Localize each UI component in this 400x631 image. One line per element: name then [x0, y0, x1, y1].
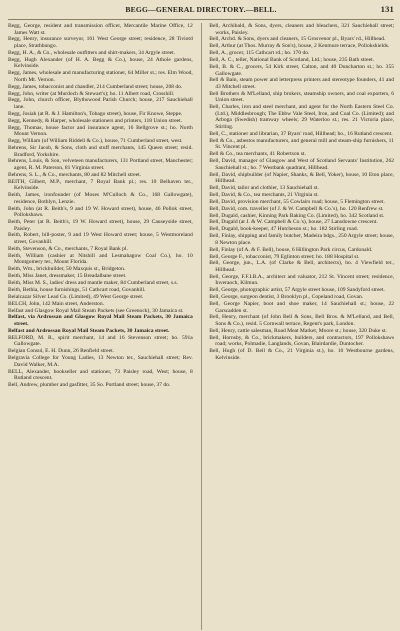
- directory-entry: Beith, Robert, bill-poster, 9 and 19 West Howard street; house, 5 Westmoreland street, Govanhill.: [8, 232, 193, 246]
- directory-entry: Bell, George Napier, boot and shoe maker, 14 Sauchiehall st.; house, 22 Garscadden st.: [209, 301, 394, 314]
- directory-entry: Beith, Miss M. S., ladies' dress and mantle maker, 84 Cumberland street, s.s.: [8, 280, 178, 287]
- directory-entry: Bell, Archibald, & Sons, dyers, cleaners and bleachers, 321 Sauchiehall street; works, Paisley.: [209, 23, 394, 36]
- directory-entry: Bell & Bain, steam power and letterpress printers and stereotype founders, 41 and 43 Mitchell street.: [209, 77, 394, 90]
- directory-entry: Bell, Archd. & Sons, dyers and cleaners, 15 Grosvenor pl., Byars' rd., Hillhead.: [209, 36, 386, 43]
- directory-entry: Begg, James, tobacconist and chandler, 214 Cumberland street; house, 208 do.: [8, 83, 183, 90]
- directory-entry: Beith, John (at R. Beith's, 9 and 19 W. Howard street), house, 46 Pollok street, Pollokshaws.: [8, 205, 193, 219]
- directory-entry: Bell, George, F.F.I.B.A., architect and valuator, 212 St. Vincent street; residence, Inveraoch, Kilmun.: [209, 273, 394, 287]
- directory-entry: Beith, Bethia, house furnishings, 51 Cathcart road, Govanhill.: [8, 286, 146, 293]
- directory-entry: Bell, Arthur (at Thos. Murray & Son's), house, 2 Kenmure terrace, Pollokshields.: [209, 43, 390, 50]
- directory-entry: Behrens, Louis, & Son, velveteen manufacturers, 131 Portland street, Manchester; agent, R. M. Paterson, 81 Virginia street.: [8, 158, 193, 171]
- directory-entry: BEITH, Gilbert, M.P., merchant, 7 Royal Bank pl.; res. 10 Belhaven ter., Kelvinside.: [8, 178, 193, 192]
- directory-entry: Bell, Henry, merchant (of John Bell & Sons, Bell Bros. & M'Lelland, and Bell, Sons & Co.), resid. 5 Cornwall terrace, Regent's park, London.: [209, 314, 394, 328]
- directory-entry: Bell, Finlay (of A. & F. Bell), house, 6 Hillington Park circus, Cardonald.: [209, 246, 373, 253]
- directory-entry: Begg, Josiah (at R. & J. Hamilton's, Tobago street), house, Fir Knowe, Steppe.: [8, 110, 183, 117]
- directory-entry: Bell, Hugh (of D. Bell & Co., 21 Virginia st.), ho. 10 Westbourne gardens, Kelvinside.: [209, 348, 394, 361]
- directory-entry: Bell, B. & C., grocers, 54 Kirk street, Calton, and 40 Duncharton st.; ho. 355 Gallowgate.: [209, 64, 394, 77]
- directory-entry: Bell, C., stationer and librarian, 37 Byars' road, Hillhead; ho., 16 Rutland crescent.: [209, 130, 393, 137]
- directory-entry: Bell & Co., asbestos manufacturers, and general mill and steam-ship furnishers, 11 St. Vincent pl.: [209, 137, 394, 151]
- right-column: [209, 23, 394, 630]
- directory-entry: Begg, John, church officer, Blythswood Parish Church; house, 217 Sauchiehall lane.: [8, 97, 193, 110]
- directory-entry: Bell, Henry, cattle salesman, Road Meat Market, Moore st.; house, 320 Duke st.: [209, 327, 387, 334]
- directory-entry: Behrens, S. L., & Co., merchants, 80 and 82 Mitchell street.: [8, 171, 142, 178]
- directory-entry: Belfast and Glasgow Royal Mail Steam Packets (see Greenock), 30 Jamaica st.: [8, 307, 184, 314]
- directory-entry: Behrens, Sir Jacob, & Sons, cloth and stuff merchants, 145 Queen street; resid. Bradford, Yorkshire.: [8, 144, 193, 158]
- directory-entry: Belgian Consul, E. H. Dunn, 26 Renfield street.: [8, 348, 114, 355]
- directory-entry: Bell, A., grocer, 115 Cathcart rd.; ho. 170 do.: [209, 50, 310, 57]
- left-column: [8, 23, 193, 630]
- directory-entry: Bell, Dugald, cashier, Kinning Park Baking Co. (Limited), ho. 342 Scotland st.: [209, 212, 385, 219]
- page-header: [8, 4, 394, 20]
- columns: [8, 23, 394, 630]
- directory-entry: Begg, George, resident and transmission officer, Mercantile Marine Office, 12 James Watt st.: [8, 23, 193, 36]
- directory-entry: Beith, James, ironfounder (of Moses M'Culloch & Co., 168 Gallowgate), residence, Bothlyn, Lenzie.: [8, 192, 193, 205]
- directory-entry: Beith, William (cashier at Nitshill and Lesmahagow Coal Co.), ho. 10 Montgomery ter., Mount Florida.: [8, 252, 193, 266]
- directory-entry: Begg, Hugh Alexander (of H. A. Begg & Co.), house, 24 Athole gardens, Kelvinside.: [8, 56, 193, 70]
- directory-entry: Belalcazar Silver Lead Co. (Limited), 49 West George street.: [8, 293, 144, 300]
- directory-entry: Beith, Peter (at R. Beith's, 19 W. Howard street), house, 29 Causeyside street, Paisley.: [8, 219, 193, 232]
- directory-entry: BELCH, John, 142 Main street, Anderston.: [8, 300, 104, 307]
- directory-entry: Begg, John, writer (at Murdoch & Stewart's); ho. 11 Albert road, Crosshill.: [8, 90, 175, 97]
- directory-entry: Belfast, via Ardrossan and Glasgow Royal Mail Steam Packets, 30 Jamaica street.: [8, 314, 193, 328]
- directory-entry: Bell, George, jun., L.A. (of Clarke & Bell, architects), ho. 4 Viewfield ter., Hillhead.: [209, 260, 394, 273]
- directory-entry: Bell, David, provision merchant, 55 Cowlairs road; house, 5 Flemington street.: [209, 198, 385, 205]
- directory-entry: Bell, George, surgeon dentist, 3 Brooklyn pl., Copeland road, Govan.: [209, 294, 364, 301]
- page-number: 131: [380, 4, 394, 14]
- directory-entry: Bell, George, photographic artist, 57 Argyle street house, 109 Sandyford street.: [209, 287, 385, 294]
- directory-entry: Beith, Miss Janet, dressmaker, 15 Breadalbane street.: [8, 273, 127, 280]
- directory-entry: Bell, A. C., teller, National Bank of Scotland, Ltd.; house, 235 Bath street.: [209, 57, 375, 64]
- directory-entry: Begg, Henry, insurance surveyor, 161 West George street; residence, 28 Tiviotd place, Strathbungo.: [8, 36, 193, 49]
- directory-entry: BELL, Alexander, bookseller and stationer, 73 Paisley road, West; house, 8 Rutland crescent.: [8, 368, 193, 382]
- directory-entry: Beith, Wm., brickbuilder, 50 Maxquis st., Bridgeton.: [8, 266, 126, 273]
- running-title: BEGG—GENERAL DIRECTORY.—BELL.: [125, 5, 277, 14]
- directory-entry: BELFORD, M. R., spirit merchant, 14 and 16 Stevenson street; ho. 591a Gallowgate.: [8, 334, 193, 348]
- directory-entry: Begg, Thomas, house factor and insurance agent, 16 Bellgrove st.; ho. North Mount Vernon.: [8, 124, 193, 138]
- directory-entry: Begg, William (of William Riddell & Co.), house, 71 Cumberland street, west.: [8, 138, 183, 145]
- column-divider: [201, 23, 202, 630]
- directory-entry: Bell Brothers & M'Lelland, ship brokers, steamship owners, and coal exporters, 6 Union street.: [209, 90, 394, 104]
- directory-entry: Bell, Dugald, book-keeper, 47 Hutcheson st.; ho. 182 Stirling road.: [209, 226, 359, 233]
- directory-entry: Begg, H. A., & Co., wholesale outfitters and shirt-makers, 34 Argyle street.: [8, 49, 176, 56]
- directory-entry: Bell, David, & Co., tea merchants, 21 Virginia st.: [209, 191, 319, 198]
- directory-entry: Begg, Kennedy, & Harper, wholesale stationers and printers, 118 Union street.: [8, 117, 183, 124]
- directory-entry: Belgravia College for Young Ladies, 13 Newton ter., Sauchiehall street; Rev. David Walker, M.A.: [8, 355, 193, 368]
- directory-entry: Bell, Dugald (at J. & W. Campbell & Co.'s), house, 27 Lansdowne crescent.: [209, 219, 378, 226]
- directory-entry: Bell, David, tailor and clothier, 13 Sauchiehall st.: [209, 184, 319, 191]
- directory-entry: Bell, Andrew, plumber and gasfitter, 35 So. Portland street; house, 37 do.: [8, 382, 171, 389]
- directory-entry: Bell, Finlay, shipping and family butcher, Madeira bdgs., 250 Argyle street; house, 8 Newton place.: [209, 233, 394, 246]
- directory-entry: Beith, Stevenson, & Co., merchants, 7 Royal Bank pl.: [8, 245, 128, 252]
- directory-entry: Bell, David, manager of Glasgow and West of Scotland Servants' Institution, 262 Sauchiehall st.; ho. 7 Westbank quadrant, Hillhead.: [209, 158, 394, 171]
- directory-entry: Belfast and Ardrossan Royal Mail Steam Packets, 30 Jamaica street.: [8, 327, 170, 334]
- directory-entry: Bell, George F., tobacconist, 79 Eglinton street; ho. 188 Hospital st.: [209, 253, 360, 260]
- directory-entry: Bell, Charles, iron and steel merchant, and agent for the North Eastern Steel Co. (Ltd.), Middlesbrough; The Ebbw Vale Steel, Iron, and Coal Co. (Limited); and Arboga (Swedish) tramway wheels; 29 Waterloo st.; res. 21 Victoria place, Stirling.: [209, 104, 394, 130]
- directory-entry: Bell, David, shipbuilder (of Napier, Shanks, & Bell, Yoker), house, 10 Eton place, Hillhead.: [209, 171, 394, 185]
- directory-entry: Bell, Hornsby, & Co., brickmakers, builders, and contractors, 197 Pollokshaws road; works, Polmadie, Langlands, Govan, Blairdardie, Duntocher.: [209, 334, 394, 348]
- directory-entry: Bell, David, com. traveller (of J. & W. Campbell & Co.'s), ho. 120 Renfrew st.: [209, 205, 384, 212]
- directory-entry: Begg, James, wholesale and manufacturing stationer, 64 Miller st.; res. Elm Wood, North Mt. Vernon.: [8, 70, 193, 83]
- directory-entry: Bell & Co., tea merchants, 41 Robertson st.: [209, 151, 306, 158]
